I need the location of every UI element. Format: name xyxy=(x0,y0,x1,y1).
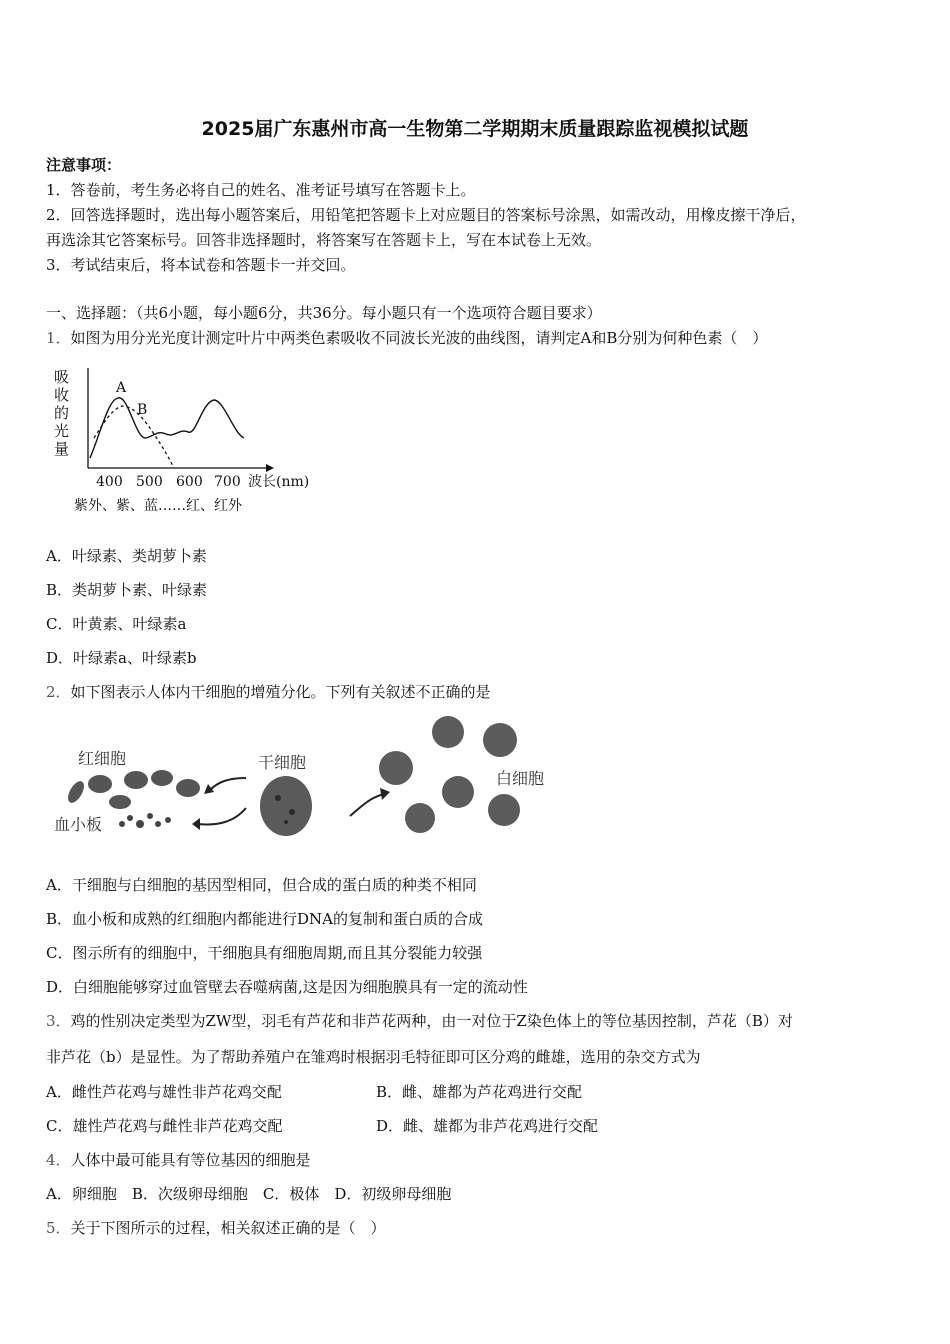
q1-option-c: C．叶黄素、叶绿素a xyxy=(46,615,187,633)
question-1-text: 如图为用分光光度计测定叶片中两类色素吸收不同波长光波的曲线图，请判定A和B分别为何种色素（ ） xyxy=(70,329,768,347)
ylabel-char-2: 收 xyxy=(54,386,70,404)
question-5-stem xyxy=(46,1217,386,1238)
question-3-text: 鸡的性别决定类型为ZW型，羽毛有芦花和非芦花两种，由一对位于Z染色体上的等位基因控制，芦花（B）对 xyxy=(70,1012,793,1030)
section-heading: 一、选择题：（共6小题，每小题6分，共36分。每小题只有一个选项符合题目要求） xyxy=(46,304,602,322)
stem-cell xyxy=(260,776,312,836)
question-1-stem xyxy=(46,327,767,348)
ylabel-char-5: 量 xyxy=(54,440,70,458)
q4-options: A．卵细胞 B．次级卵母细胞 C．极体 D．初级卵母细胞 xyxy=(46,1185,452,1203)
notice-item-1: 1．答卷前，考生务必将自己的姓名、准考证号填写在答题卡上。 xyxy=(46,181,476,199)
question-2-text: 如下图表示人体内干细胞的增殖分化。下列有关叙述不正确的是 xyxy=(70,683,491,701)
q2-option-c: C．图示所有的细胞中，干细胞具有细胞周期,而且其分裂能力较强 xyxy=(46,944,483,962)
question-4-stem xyxy=(46,1149,311,1170)
xtick-500: 500 xyxy=(136,474,163,490)
question-3-stem-line1 xyxy=(46,1010,793,1031)
stem-cell-figure xyxy=(50,712,570,852)
arrow-to-red-cells xyxy=(210,778,246,790)
q3-option-d: D．雌、雄都为非芦花鸡进行交配 xyxy=(376,1117,599,1135)
q2-option-b: B．血小板和成熟的红细胞内都能进行DNA的复制和蛋白质的合成 xyxy=(46,910,484,928)
q3-option-a: A．雌性芦花鸡与雄性非芦花鸡交配 xyxy=(46,1083,282,1101)
page-title: 2025届广东惠州市高一生物第二学期期末质量跟踪监视模拟试题 xyxy=(201,118,749,140)
xtick-400: 400 xyxy=(96,474,123,490)
xlabel: 波长(nm) xyxy=(248,474,310,490)
notice-heading: 注意事项： xyxy=(46,156,122,174)
question-4-text: 人体中最可能具有等位基因的细胞是 xyxy=(70,1151,311,1169)
ylabel-char-1: 吸 xyxy=(54,368,70,386)
question-5-number: 5． xyxy=(46,1219,71,1237)
xtick-600: 600 xyxy=(176,474,203,490)
question-2-number: 2． xyxy=(46,683,71,701)
notice-item-3: 3．考试结束后，将本试卷和答题卡一并交回。 xyxy=(46,256,356,274)
question-2-stem xyxy=(46,681,491,702)
spectrum-label: 紫外、紫、蓝……红、红外 xyxy=(74,498,242,514)
arrow-to-platelets xyxy=(198,808,246,824)
stem-cell-label: 干细胞 xyxy=(258,753,307,772)
curve-a xyxy=(90,398,244,458)
q3-option-c: C．雄性芦花鸡与雌性非芦花鸡交配 xyxy=(46,1117,283,1135)
red-cells xyxy=(65,770,200,809)
curve-a-label: A xyxy=(116,380,127,396)
question-3-number: 3． xyxy=(46,1012,71,1030)
x-axis-arrow xyxy=(266,464,274,472)
q1-option-b: B．类胡萝卜素、叶绿素 xyxy=(46,581,208,599)
platelet-label: 血小板 xyxy=(54,815,103,834)
question-3-stem-line2: 非芦花（b）是显性。为了帮助养殖户在雏鸡时根据羽毛特征即可区分鸡的雌雄，选用的杂交方式为 xyxy=(46,1048,701,1066)
ylabel-char-3: 的 xyxy=(54,404,70,422)
q2-option-d: D．白细胞能够穿过血管壁去吞噬病菌,这是因为细胞膜具有一定的流动性 xyxy=(46,978,528,996)
arrow-head-3 xyxy=(380,788,390,800)
q1-option-a: A．叶绿素、类胡萝卜素 xyxy=(46,547,207,565)
question-5-text: 关于下图所示的过程，相关叙述正确的是（ ） xyxy=(70,1219,386,1237)
white-cell-label: 白细胞 xyxy=(496,769,545,788)
xtick-700: 700 xyxy=(214,474,241,490)
red-cell-label: 红细胞 xyxy=(78,749,127,768)
q2-option-a: A．干细胞与白细胞的基因型相同，但合成的蛋白质的种类不相同 xyxy=(46,876,477,894)
ylabel-char-4: 光 xyxy=(54,422,70,440)
absorption-spectrum-figure xyxy=(46,360,336,520)
q3-option-b: B．雌、雄都为芦花鸡进行交配 xyxy=(376,1083,583,1101)
notice-item-2: 2．回答选择题时，选出每小题答案后，用铅笔把答题卡上对应题目的答案标号涂黑，如需改动，用橡皮擦干净后， xyxy=(46,206,806,224)
question-1-number: 1． xyxy=(46,329,71,347)
curve-b-label: B xyxy=(137,402,148,418)
arrow-head-2 xyxy=(192,818,200,830)
notice-item-2-cont: 再选涂其它答案标号。回答非选择题时，将答案写在答题卡上，写在本试卷上无效。 xyxy=(46,231,602,249)
arrow-to-white-cells xyxy=(350,794,384,816)
question-4-number: 4． xyxy=(46,1151,71,1169)
platelets xyxy=(119,813,171,828)
q1-option-d: D．叶绿素a、叶绿素b xyxy=(46,649,197,667)
